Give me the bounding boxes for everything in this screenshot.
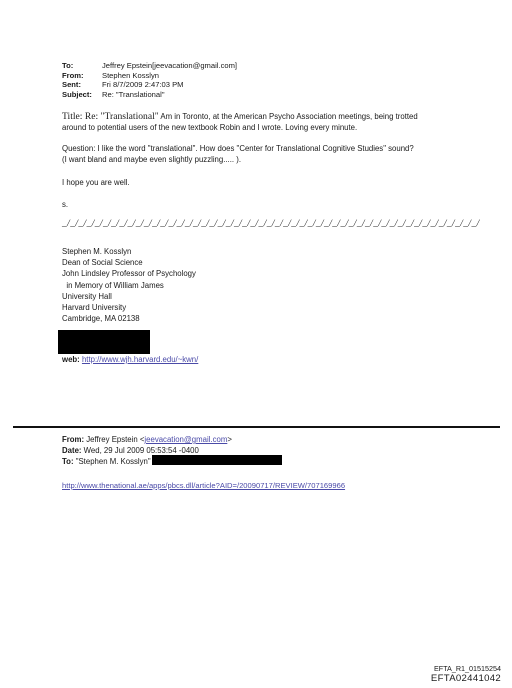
signature-line: Dean of Social Science <box>62 258 143 268</box>
web-line <box>62 355 198 364</box>
from-label: From: <box>62 435 85 444</box>
from-email-link[interactable]: jeevacation@gmail.com <box>144 435 228 444</box>
from-close: > <box>227 435 232 444</box>
signature-line: John Lindsley Professor of Psychology <box>62 269 196 279</box>
title-rest: Am in Toronto, at the American Psycho Association meetings, being trotted <box>158 112 418 121</box>
header-value: Jeffrey Epstein[jeevacation@gmail.com] <box>102 61 238 70</box>
header-key: Subject: <box>62 89 92 99</box>
header-row-to <box>62 61 237 71</box>
message-body <box>62 111 418 133</box>
header-row-sent <box>62 80 237 90</box>
date-value: Wed, 29 Jul 2009 05:53:54 -0400 <box>83 446 199 455</box>
header-row-from <box>62 71 237 81</box>
title-label: Title: Re: "Translational" <box>62 111 159 122</box>
header-value: Re: "Translational" <box>102 89 165 99</box>
footer-ref-1: EFTA_R1_01515254 <box>434 664 501 673</box>
signature-block <box>62 246 196 324</box>
forward-divider <box>13 426 500 428</box>
signature-line: Cambridge, MA 02138 <box>62 314 140 324</box>
web-label: web: <box>62 355 80 364</box>
web-link[interactable]: http://www.wjh.harvard.edu/~kwn/ <box>81 355 199 364</box>
body-line-1 <box>62 111 418 122</box>
question-paragraph <box>62 143 414 165</box>
redaction-box <box>58 330 150 354</box>
forwarded-from <box>62 434 232 445</box>
signature-line: in Memory of William James <box>62 280 164 290</box>
header-value: Stephen Kosslyn <box>102 70 159 80</box>
closing-line: I hope you are well. <box>62 178 130 187</box>
header-key: Sent: <box>62 80 81 90</box>
from-name: Jeffrey Epstein < <box>86 435 145 444</box>
date-label: Date: <box>62 446 82 455</box>
article-link[interactable]: http://www.thenational.ae/apps/pbcs.dll/article?AID=/20090717/REVIEW/707169966 <box>62 481 346 490</box>
sender-initial: s. <box>62 200 69 209</box>
body-line-2: around to potential users of the new textbook Robin and I wrote. Loving every minute. <box>62 123 358 132</box>
header-value: Fri 8/7/2009 2:47:03 PM <box>102 80 184 90</box>
to-label: To: <box>62 457 74 466</box>
document-footer <box>431 664 501 684</box>
question-line-2: (I want bland and maybe even slightly puzzling..... ). <box>62 155 241 164</box>
question-line-1: Question: I like the word "translational". How does "Center for Translational Cognitive Studies" sound? <box>62 144 414 153</box>
signature-line: Stephen M. Kosslyn <box>62 247 132 256</box>
header-key: From: <box>62 70 84 80</box>
footer-ref-2: EFTA02441042 <box>430 673 501 684</box>
article-url-line <box>62 481 345 490</box>
email-header <box>62 61 237 99</box>
signature-line: University Hall <box>62 291 112 301</box>
signature-divider: _/_/_/_/_/_/_/_/_/_/_/_/_/_/_/_/_/_/_/_/_/_/_/_/_/_/_/_/_/_/_/_/_/_/_/_/_/_/_/_/_/_/_/_/_/_/_/_/_/_/_/ <box>62 219 480 229</box>
header-key: To: <box>62 61 74 70</box>
redaction-box <box>152 455 282 465</box>
to-value: "Stephen M. Kosslyn" <box>75 457 151 466</box>
header-row-subject <box>62 90 237 100</box>
signature-line: Harvard University <box>62 303 127 313</box>
